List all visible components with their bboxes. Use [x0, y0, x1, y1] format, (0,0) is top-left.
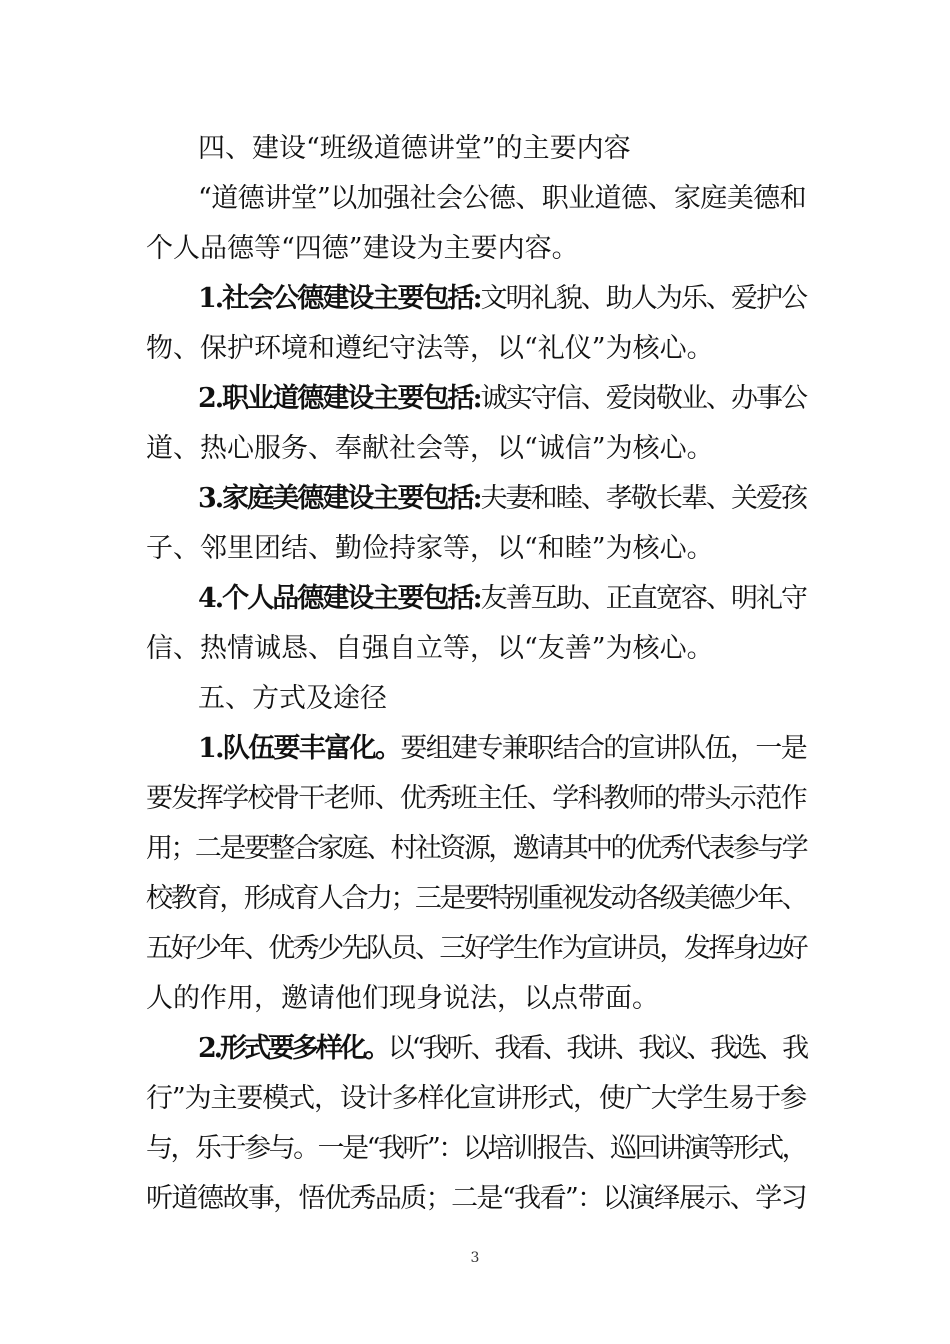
list-item-4: [198, 574, 806, 624]
item-label: 4.个人品德建设主要包括:: [198, 583, 481, 614]
paragraph-line: [146, 874, 806, 924]
paragraph-line: [198, 174, 806, 224]
paragraph-text: 个人品德等“四德”建设为主要内容。: [146, 233, 579, 264]
paragraph-line: [146, 224, 806, 274]
paragraph-text: “道德讲堂”以加强社会公德、职业道德、家庭美德和: [198, 183, 806, 214]
paragraph-line: [146, 1124, 806, 1174]
item-text: 要发挥学校骨干老师、优秀班主任、学科教师的带头示范作: [146, 783, 806, 814]
item-text: 道、热心服务、奉献社会等，以“诚信”为核心。: [146, 433, 714, 464]
section-heading-5: [198, 674, 806, 724]
list-item-5-2: [198, 1024, 806, 1074]
paragraph-line: [146, 1074, 806, 1124]
item-text: 友善互助、正直宽容、明礼守: [480, 583, 806, 614]
paragraph-line: [146, 1174, 806, 1224]
item-text: 要组建专兼职结合的宣讲队伍，一是: [400, 733, 806, 764]
item-text: 诚实守信、爱岗敬业、办事公: [480, 383, 806, 414]
item-label: 1.队伍要丰富化。: [198, 733, 401, 764]
paragraph-line: [146, 774, 806, 824]
paragraph-line: [146, 424, 806, 474]
item-text: 文明礼貌、助人为乐、爱护公: [480, 283, 806, 314]
list-item-3: [198, 474, 806, 524]
item-text: 以“我听、我看、我讲、我议、我选、我: [387, 1033, 806, 1064]
heading-text: 四、建设“班级道德讲堂”的主要内容: [198, 133, 631, 164]
item-text: 听道德故事，悟优秀品质；二是“我看”：以演绎展示、学习: [146, 1183, 806, 1214]
heading-text: 五、方式及途径: [198, 683, 387, 714]
item-text: 用；二是要整合家庭、村社资源，邀请其中的优秀代表参与学: [146, 833, 806, 864]
paragraph-line: [146, 324, 806, 374]
paragraph-line: [146, 824, 806, 874]
item-text: 行”为主要模式，设计多样化宣讲形式，使广大学生易于参: [146, 1083, 806, 1114]
paragraph-line: [146, 974, 806, 1024]
item-text: 夫妻和睦、孝敬长辈、关爱孩: [480, 483, 806, 514]
list-item-5-1: [198, 724, 806, 774]
paragraph-line: [146, 624, 806, 674]
section-heading-4: [198, 124, 806, 174]
item-label: 2.形式要多样化。: [198, 1033, 388, 1064]
list-item-2: [198, 374, 806, 424]
list-item-1: [198, 274, 806, 324]
item-text: 物、保护环境和遵纪守法等，以“礼仪”为核心。: [146, 333, 714, 364]
item-label: 1.社会公德建设主要包括:: [198, 283, 481, 314]
item-text: 与，乐于参与。一是“我听”：以培训报告、巡回讲演等形式，: [146, 1133, 806, 1164]
paragraph-line: [146, 524, 806, 574]
item-text: 信、热情诚恳、自强自立等，以“友善”为核心。: [146, 633, 714, 664]
item-text: 子、邻里团结、勤俭持家等，以“和睦”为核心。: [146, 533, 714, 564]
item-label: 3.家庭美德建设主要包括:: [198, 483, 481, 514]
paragraph-line: [146, 924, 806, 974]
item-text: 五好少年、优秀少先队员、三好学生作为宣讲员，发挥身边好: [146, 933, 806, 964]
page-number: 3: [470, 1250, 480, 1266]
item-label: 2.职业道德建设主要包括:: [198, 383, 481, 414]
item-text: 校教育，形成育人合力；三是要特别重视发动各级美德少年、: [146, 883, 806, 914]
item-text: 人的作用，邀请他们现身说法，以点带面。: [146, 983, 659, 1014]
